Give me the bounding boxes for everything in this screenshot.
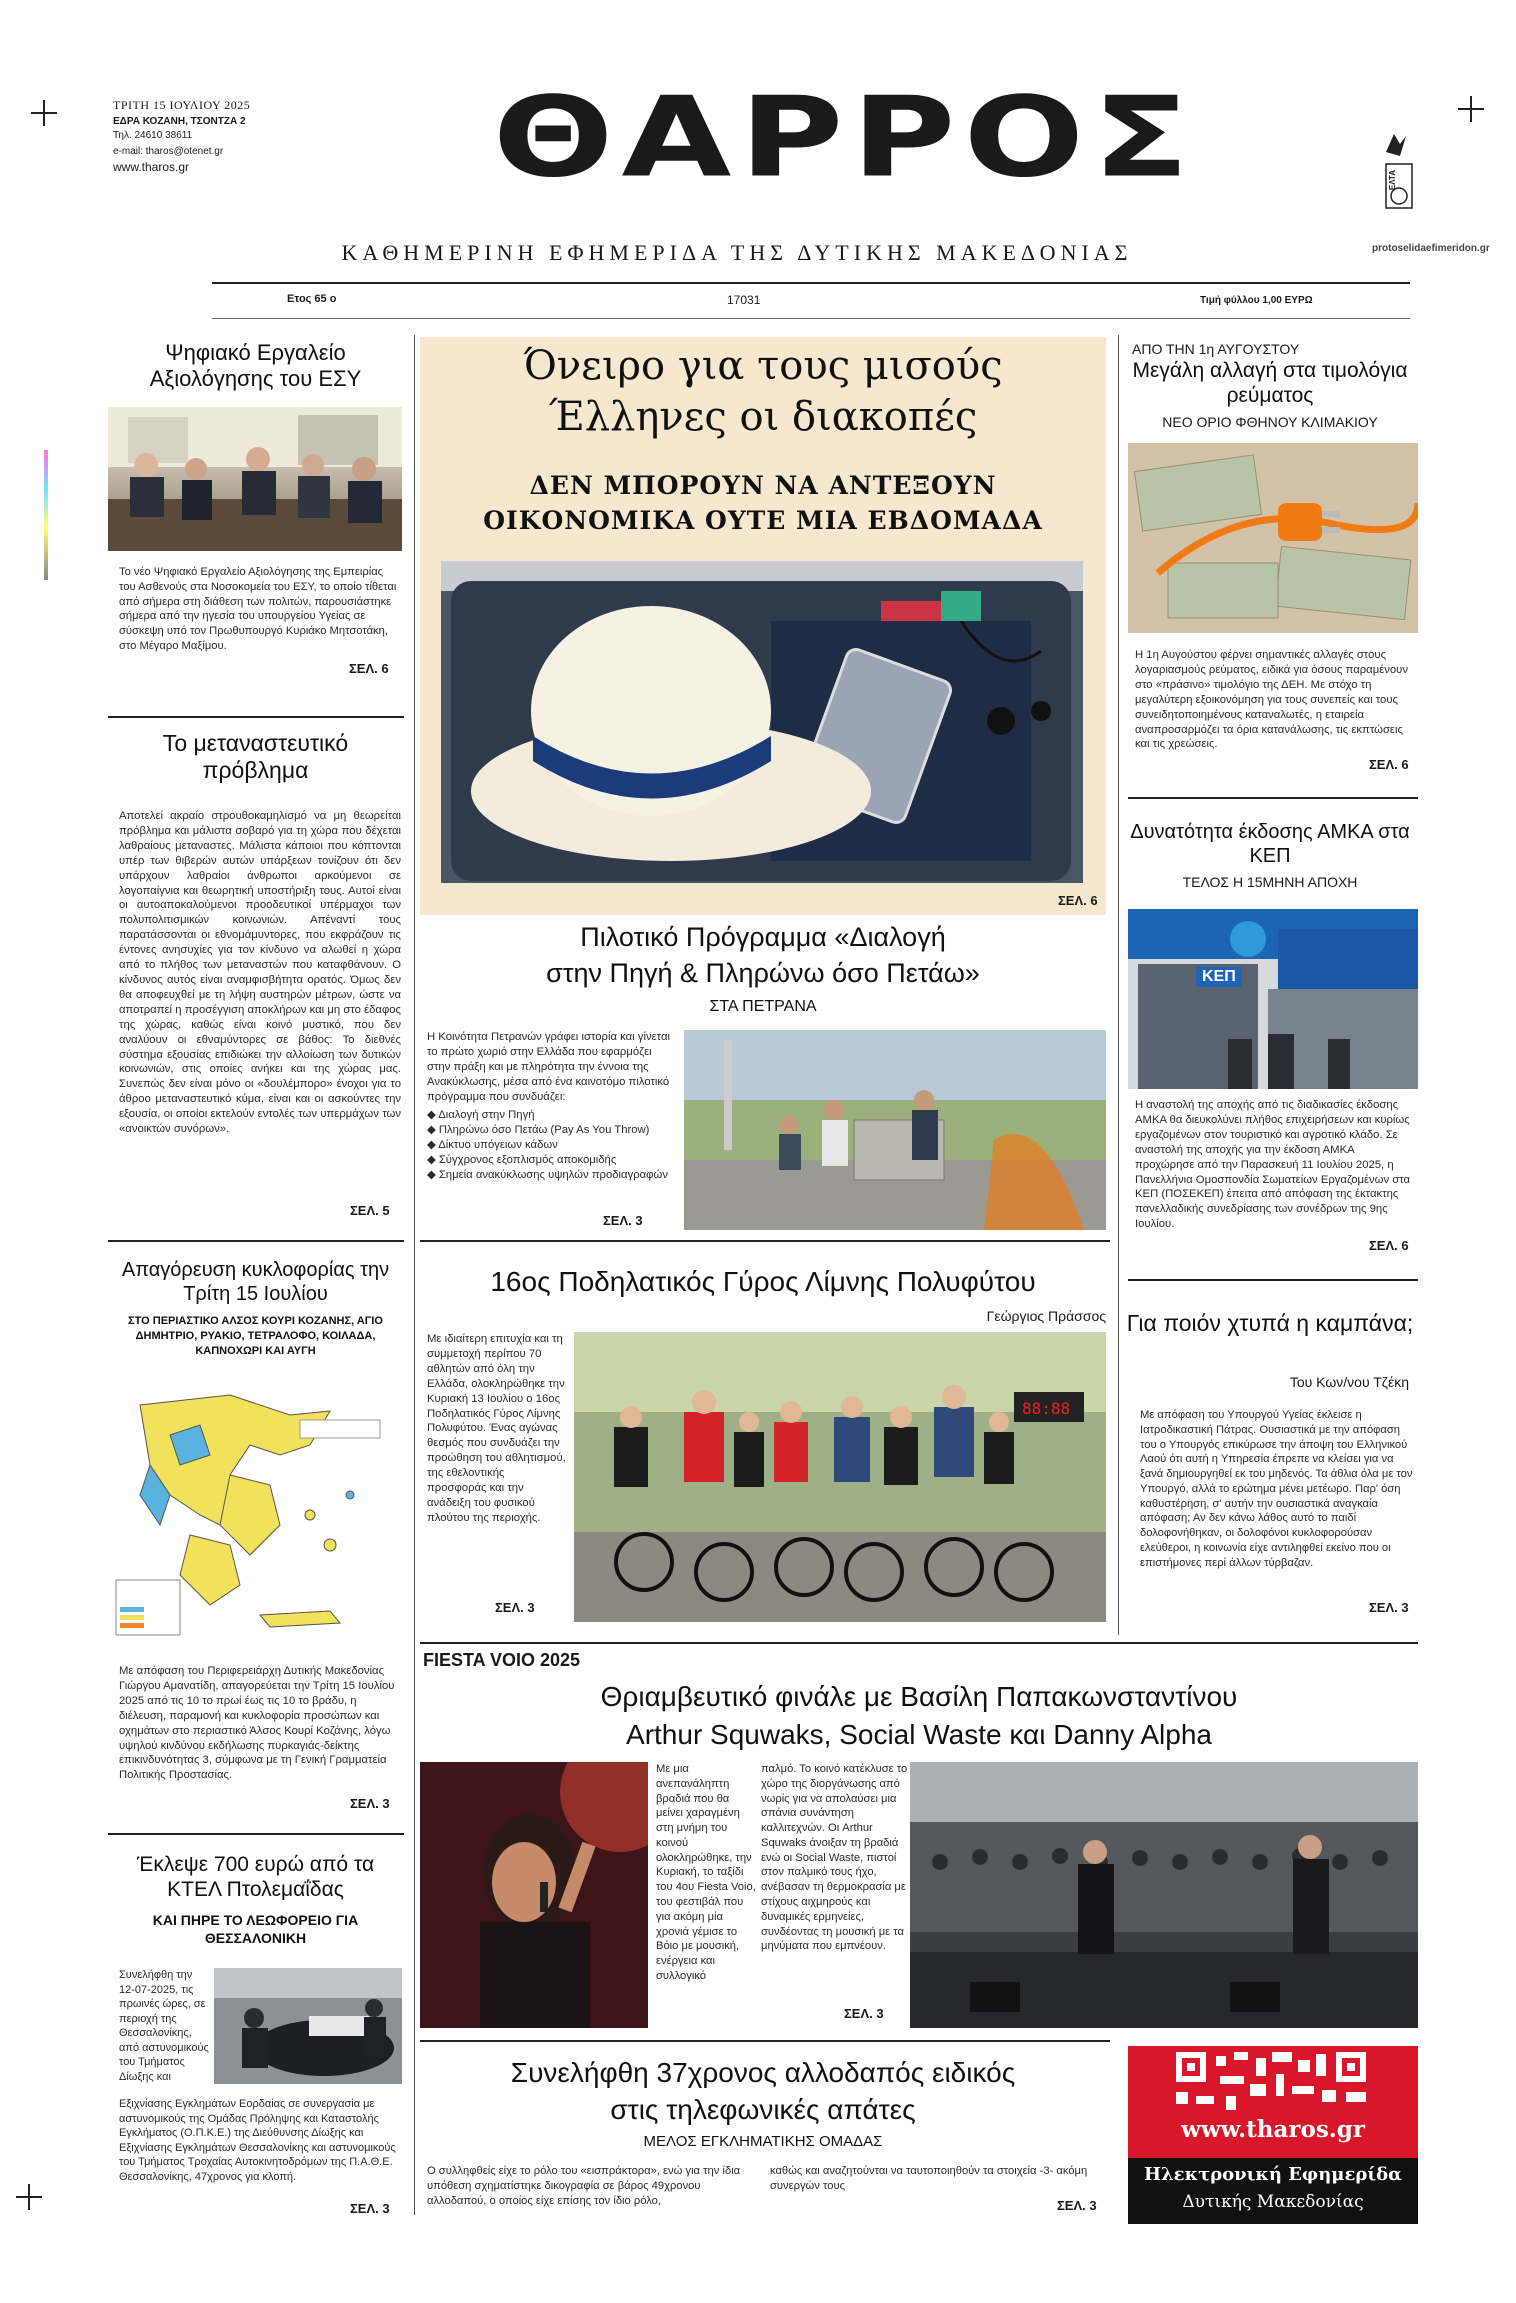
bell-page-ref[interactable]: ΣΕΛ. 3 [1369, 1600, 1409, 1615]
pilot-bullet: ◆ Σύγχρονος εξοπλισμός αποκομιδής [427, 1153, 617, 1166]
power-plug-photo [1128, 443, 1418, 633]
fiesta-concert-photo [910, 1762, 1418, 2028]
svg-text:88:88: 88:88 [1022, 1399, 1071, 1418]
amka-body: Η αναστολή της αποχής από τις διαδικασίες έκδοσης ΑΜΚΑ θα διευκολύνει πλήθος επιχειρήσεων και κυρίως εργαζομένων στον τουριστικό και αγροτικό κλάδο. Σε αναστολή της αποχής για την έκδοση ΑΜΚΑ προχώρησε από την Παρασκευή 11 Ιουλίου 2025, η Πανελλήνια Ομοσπονδία Σωματείων Εργαζομένων στα ΚΕΠ (ΠΟΣΕΚΕΠ) έπειτα από απόφαση της έκτακτης πανελλαδικής συνεδρίασης των συνέδρων της 9ης Ιουλίου. [1135, 1099, 1411, 1231]
power-body: Η 1η Αυγούστου φέρνει σημαντικές αλλαγές στους λογαριασμούς ρεύματος, ειδικά για όσους παραμένουν στο «πράσινο» τιμολόγιο της ΔΕΗ. Με στόχο τη μεγαλύτερη εξοικονόμηση για τους συνεπείς και τους συνειδητοποιημένους καταναλωτές, η εταιρεία αναπροσαρμόζει τα όρια κατανάλωσης, τις εκπτώσεις και τις χρεώσεις. [1135, 649, 1408, 751]
color-registration-strip [44, 450, 48, 580]
pilot-subhead: ΣΤΑ ΠΕΤΡΑΝΑ [709, 998, 817, 1015]
pilot-bullet: ◆ Σημεία ανακύκλωσης υψηλών προδιαγραφών [427, 1168, 668, 1181]
ad-line1: Ηλεκτρονική Εφημερίδα [1144, 2164, 1402, 2185]
power-headline[interactable]: Μεγάλη αλλαγή στα τιμολόγια ρεύματος [1132, 359, 1408, 407]
traffic-headline[interactable]: Απαγόρευση κυκλοφορίας την Τρίτη 15 Ιουλίου [121, 1259, 390, 1305]
ktel-headline[interactable]: Έκλεψε 700 ευρώ από τα ΚΤΕΛ Πτολεμαΐδας [136, 1853, 375, 1901]
fiesta-page-ref[interactable]: ΣΕΛ. 3 [844, 2006, 884, 2021]
ktel-body-full: Εξιχνίασης Εγκλημάτων Εορδαίας σε συνεργασία με αστυνομικούς της Ομάδας Πρόληψης και Καταστολής Εγκλήματος (Ο.Π.Κ.Ε.) της Διεύθυνσης Δίωξης και Εξιχνίασης Εγκλημάτων Θεσσαλονίκης και αστυνομικούς του Τμήματος Τροχαίας Αυτοκινητοδρόμων της Π.Α.Θ.Ε. Θεσσαλονίκης, 47χρονος για κλοπή. [119, 2098, 396, 2183]
column-rule [414, 335, 415, 2215]
scam-col1: Ο συλληφθείς είχε το ρόλο του «εισπράκτορα», ενώ για την ίδια υπόθεση σχηματίστηκε δικογραφία σε βάρος 49χρονου αλλοδαπού, ο οποίος είχε επίσης τον ίδιο ρόλο, [427, 2165, 741, 2207]
column-rule [1118, 335, 1119, 1635]
bell-body: Με απόφαση του Υπουργού Υγείας έκλεισε η Ιατροδικαστική Πάτρας. Ουσιαστικά με την απόφαση του ο Υπουργός επικύρωσε την άποψη του Ελληνικού Λαού ότι αυτή η Υπηρεσία έπρεπε να κλείσει για να ξανά δημιουργηθεί εκ του μηδενός. Τα άθλια όλα με τον Υπουργό, αλλά το ερώτημα μένει μετέωρο. Παρ' όση καθυστέρηση, σ' αυτήν την ουσιαστικά αναγκαία απόφαση; Αν δεν κάνω λάθος αυτό το παιδί δολοφονήθηκαν, οι δολοφόνοι κυκλοφορούσαν ελεύθεροι, η κοινωνία είχε αντιληφθεί εκείνο που οι επιστήμονες περί άλλων τύρβαζαν. [1140, 1409, 1413, 1569]
ktel-body-left: Συνελήφθη την 12-07-2025, τις πρωινές ώρες, σε περιοχή της Θεσσαλονίκης, από αστυνομικούς του Τμήματος Δίωξης και [119, 1969, 209, 2083]
bell-author: Του Κων/νου Τζέκη [1289, 1374, 1409, 1390]
esy-page-ref[interactable]: ΣΕΛ. 6 [349, 661, 389, 676]
pilot-headline-line1[interactable]: Πιλοτικό Πρόγραμμα «Διαλογή [580, 922, 946, 952]
section-rule [1128, 797, 1418, 799]
fiesta-col1: Με μια ανεπανάληπτη βραδιά που θα μείνει χαραγμένη στη μνήμη του κοινού ολοκληρώθηκε, την Κυριακή, το ταξίδι του 4ου Fiesta Voio, του φεστιβάλ που για ακόμη μία χρονιά γέμισε το Βόιο με μουσική, ενέργεια και συλλογικό [656, 1763, 756, 1982]
lead-page-ref[interactable]: ΣΕΛ. 6 [1058, 893, 1098, 908]
pilot-headline-line2[interactable]: στην Πηγή & Πληρώνω όσο Πετάω» [546, 958, 980, 988]
lead-suitcase-photo [441, 561, 1083, 883]
bike-race-photo [574, 1332, 1106, 1622]
kep-sign: ΚΕΠ [1196, 967, 1242, 987]
tagline: ΚΑΘΗΜΕΡΙΝΗ ΕΦΗΜΕΡΙΔΑ ΤΗΣ ΔΥΤΙΚΗΣ ΜΑΚΕΔΟΝΙΑΣ [341, 240, 1133, 265]
fiesta-col2: παλμό. Το κοινό κατέκλυσε το χώρο της διοργάνωσης από νωρίς για να απολαύσει μια σπάνια συνάντηση καλλιτεχνών. Οι Arthur Squwaks άνοιξαν τη βραδιά ενώ οι Social Waste, πιστοί στον παλμικό τους ήχο, ανέβασαν τη θερμοκρασία με στίχους αιχμηρούς και δυναμικές ερμηνείες, συνδέοντας τη μουσική με τα μηνύματα που εμπνέουν. [761, 1763, 908, 1953]
scam-headline-line1[interactable]: Συνελήφθη 37χρονος αλλοδαπός ειδικός [510, 2057, 1016, 2088]
esy-headline[interactable]: Ψηφιακό Εργαλείο Αξιολόγησης του ΕΣΥ [149, 340, 362, 391]
power-subhead: ΝΕΟ ΟΡΙΟ ΦΘΗΝΟΥ ΚΛΙΜΑΚΙΟΥ [1162, 414, 1378, 430]
pilot-bullet-list [427, 1108, 677, 1183]
price: Τιμή φύλλου 1,00 ΕΥΡΩ [1200, 295, 1313, 306]
pilot-bullet: ◆ Δίκτυο υπόγειων κάδων [427, 1138, 558, 1151]
ad-url[interactable]: www.tharos.gr [1181, 2116, 1365, 2143]
traffic-body: Με απόφαση του Περιφερειάρχη Δυτικής Μακεδονίας Γιώργου Αμανατίδη, απαγορεύεται την Τρίτη 15 Ιουλίου 2025 από τις 10 το πρωί έως τις 10 το βράδυ, η διέλευση, παραμονή και κυκλοφορία προσώπων και οχημάτων στο περιαστικό Άλσος Κουρί Κοζάνης, λόγω υψηλού κινδύνου εκδήλωσης πυρκαγιάς-δείκτης επικινδυνότητας 3, σύμφωνα με τη Γενική Γραμματεία Πολιτικής Προστασίας. [119, 1665, 395, 1782]
tharos-ad[interactable] [1128, 2046, 1418, 2224]
scam-headline-line2[interactable]: στις τηλεφωνικές απάτες [610, 2094, 916, 2125]
amka-kep-photo [1128, 909, 1418, 1089]
pilot-body: Η Κοινότητα Πετρανών γράφει ιστορία και γίνεται το πρώτο χωριό στην Ελλάδα που εφαρμόζει στην πράξη και με πληρότητα την έννοια της Ανακύκλωσης, μέσα από ένα καινοτόμο πιλοτικό πρόγραμμα που συνδυάζει: [427, 1031, 671, 1103]
pilot-workers-photo [684, 1030, 1106, 1230]
lead-headline-line2[interactable]: Έλληνες οι διακοπές [548, 394, 978, 440]
scam-col2: καθώς και αναζητούνται να ταυτοποιηθούν τα στοιχεία -3- ακόμη συνεργών τους [770, 2165, 1088, 2192]
amka-headline[interactable]: Δυνατότητα έκδοσης ΑΜΚΑ στα ΚΕΠ [1130, 821, 1410, 867]
crop-mark [16, 2184, 42, 2210]
power-kicker: ΑΠΟ ΤΗΝ 1η ΑΥΓΟΥΣΤΟΥ [1132, 341, 1300, 357]
pilot-page-ref[interactable]: ΣΕΛ. 3 [603, 1213, 643, 1228]
traffic-page-ref[interactable]: ΣΕΛ. 3 [350, 1796, 390, 1811]
migration-page-ref[interactable]: ΣΕΛ. 5 [350, 1203, 390, 1218]
issue-number: 17031 [727, 293, 761, 307]
bike-headline[interactable]: 16ος Ποδηλατικός Γύρος Λίμνης Πολυφύτου [490, 1266, 1036, 1297]
migration-headline[interactable]: Το μεταναστευτικό πρόβλημα [162, 730, 349, 784]
source-credit: protoselidaefimeridon.gr [1372, 243, 1490, 254]
masthead-rule [212, 282, 1410, 284]
fiesta-headline-line1[interactable]: Θριαμβευτικό φινάλε με Βασίλη Παπακωνσταντίνου [600, 1681, 1238, 1712]
fiesta-headline-line2[interactable]: Arthur Squwaks, Social Waste και Danny Alpha [626, 1719, 1212, 1750]
email: e-mail: tharos@otenet.gr [113, 146, 224, 157]
fiesta-singer-photo [420, 1762, 648, 2028]
section-rule [108, 1240, 404, 1242]
issue-date: ΤΡΙΤΗ 15 ΙΟΥΛΙΟΥ 2025 [113, 98, 251, 112]
qr-pattern-icon [1176, 2052, 1366, 2112]
crop-mark [31, 100, 57, 126]
fiesta-kicker: FIESTA VOIO 2025 [423, 1650, 581, 1670]
section-rule [420, 2040, 1110, 2042]
section-rule [420, 1240, 1110, 1242]
section-rule [1128, 1279, 1418, 1281]
section-rule [420, 1642, 1418, 1644]
lead-subhead-line1: ΔΕΝ ΜΠΟΡΟΥΝ ΝΑ ΑΝΤΕΞΟΥΝ [529, 471, 997, 500]
phone: Τηλ. 24610 38611 [113, 130, 193, 141]
address: ΕΔΡΑ ΚΟΖΑΝΗ, ΤΣΟΝΤΖΑ 2 [113, 116, 246, 127]
bike-author: Γεώργιος Πράσσος [986, 1308, 1106, 1324]
year: Ετος 65 ο [287, 293, 337, 305]
pilot-bullet: ◆ Πληρώνω όσο Πετάω (Pay As You Throw) [427, 1123, 650, 1136]
esy-photo [108, 407, 402, 551]
amka-subhead: ΤΕΛΟΣ Η 15ΜΗΝΗ ΑΠΟΧΗ [1182, 874, 1358, 890]
section-rule [108, 716, 404, 718]
traffic-subhead: ΣΤΟ ΠΕΡΙΑΣΤΙΚΟ ΑΛΣΟΣ ΚΟΥΡΙ ΚΟΖΑΝΗΣ, ΑΓΙΟ ΔΗΜΗΤΡΙΟ, ΡΥΑΚΙΟ, ΤΕΤΡΑΛΟΦΟ, ΚΟΙΛΑΔΑ, ΚΑΠΝΟΧΩΡΙ ΚΑΙ ΑΥΓΗ [128, 1315, 383, 1357]
migration-body: Αποτελεί ακραίο στρουθοκαμηλισμό να μη θεωρείται πρόβλημα και μάλιστα σοβαρό για τη χώρα που δέχεται λαθραίους μεταναστες. Μάλιστα κάποιοι που κόπτονται υπέρ των θιβερών αυτών υπάρξεων τονίζουν ότι δεν υπάρχουν λαθραίοι άνθρωποι αρκούμενοι σε λογοπαίγνια και θεωρητική υποστήριξη τους. Αυτοί είναι οι αυτοαποκαλούμενοι προοδευτικοί υπέρμαχοι των πολυπολιτισμικών κοινωνιών. Απέναντί τους παρατάσσονται οι εθνομάμυντορες, που εκφράζουν τις έντονες ανησυχίες για τον κίνδυνο να αλωθεί η χώρα από το πλήθος των μεταναστών που καταφθάνουν. Ο κίνδυνος αυτός είναι αναμφισβήτητα ορατός. Όμως δεν θα αποφευχθεί με τη λήψη αυστηρών μέτρων, ώστε να αποτραπεί η προσέγγιση αποκλήρων και μη στο έδαφος της χώρας, καθώς είναι κοινό μυστικό, που δεν αναλύουν οι εθναμύντορες σε βάθος: Το διεθνές σύστημα εξουσίας επιδιώκει την αλλοίωση των δυτικών κοινωνιών, στις οποίες ανήκει και της χώρας μας. Συνεπώς δεν είναι μόνο οι «δουλέμπορο» ένοχοι για το άθροο μεταναστευτικό κύμα, είναι και οι ασκούντες την εξουσία, οι οποίοι εκτελούν εντολές των υπερμάχων των «ανοικτών συνόρων». [119, 810, 401, 1136]
bike-body: Με ιδιαίτερη επιτυχία και τη συμμετοχή περίπου 70 αθλητών από όλη την Ελλάδα, ολοκληρώθηκε την Κυριακή 13 Ιουλίου ο 16ος Ποδηλατικός Γύρος Λίμνης Πολυφύτου. Ένας αγώνας θεσμός που συνδυάζει την προώθηση του αθλητισμού, της εθελοντικής προσφοράς και την ανάδειξη του φυσικού πλούτου της περιοχής. [427, 1333, 566, 1524]
scam-page-ref[interactable]: ΣΕΛ. 3 [1057, 2198, 1097, 2213]
ktel-page-ref[interactable]: ΣΕΛ. 3 [350, 2201, 390, 2216]
ad-line2: Δυτικής Μακεδονίας [1182, 2192, 1364, 2212]
lead-subhead-line2: ΟΙΚΟΝΟΜΙΚΑ ΟΥΤΕ ΜΙΑ ΕΒΔΟΜΑΔΑ [483, 506, 1043, 535]
elta-label: ΕΛΤΑ [1388, 170, 1397, 191]
newspaper-title: ΘΑΡΡΟΣ [492, 73, 1198, 202]
greece-fire-map [110, 1375, 402, 1645]
lead-headline-line1[interactable]: Όνειρο για τους μισούς [523, 343, 1003, 389]
amka-page-ref[interactable]: ΣΕΛ. 6 [1369, 1238, 1409, 1253]
section-rule [108, 1833, 404, 1835]
power-page-ref[interactable]: ΣΕΛ. 6 [1369, 757, 1409, 772]
esy-body: Το νέο Ψηφιακό Εργαλείο Αξιολόγησης της Εμπειρίας του Ασθενούς στα Νοσοκομεία του ΕΣΥ, το οποίο τίθεται από σήμερα στη διάθεση των πολιτών, παρουσιάστηκε σήμερα από την ηγεσία του υπουργείου Υγείας σε σύσκεψη υπό τον Πρωθυπουργό Κυριάκο Μητσοτάκη, στο Μέγαρο Μαξίμου. [119, 566, 397, 652]
website[interactable]: www.tharos.gr [113, 160, 190, 174]
ktel-subhead: ΚΑΙ ΠΗΡΕ ΤΟ ΛΕΩΦΟΡΕΙΟ ΓΙΑ ΘΕΣΣΑΛΟΝΙΚΗ [152, 1912, 359, 1947]
bell-headline[interactable]: Για ποιόν χτυπά η καμπάνα; [1126, 1310, 1414, 1336]
bike-page-ref[interactable]: ΣΕΛ. 3 [495, 1600, 535, 1615]
masthead-rule-thin [212, 318, 1410, 319]
elta-icon [1380, 130, 1420, 212]
pilot-bullet: ◆ Διαλογή στην Πηγή [427, 1109, 535, 1121]
postal-stamp [1380, 130, 1420, 212]
ktel-police-photo [214, 1968, 402, 2084]
scam-subhead: ΜΕΛΟΣ ΕΓΚΛΗΜΑΤΙΚΗΣ ΟΜΑΔΑΣ [643, 2133, 883, 2150]
crop-mark [1458, 96, 1484, 122]
